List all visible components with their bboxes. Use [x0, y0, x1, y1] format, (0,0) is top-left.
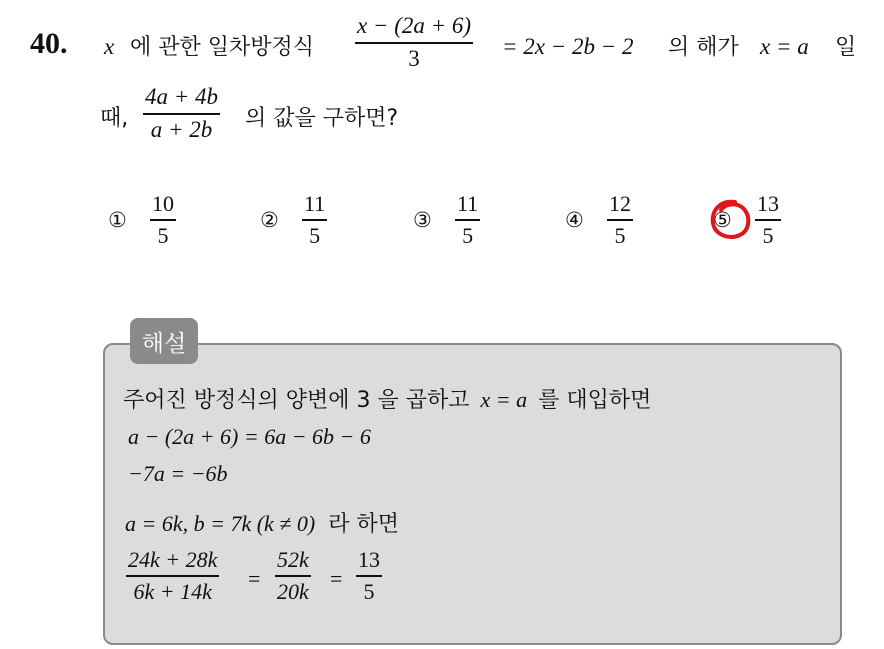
- solution-fraction-1: [126, 548, 219, 603]
- fraction-bar: [275, 575, 311, 577]
- solution-fraction-3: [356, 548, 382, 603]
- solution-line-1-eq: x = a: [480, 387, 528, 412]
- choice-1-numerator: 10: [152, 191, 174, 216]
- solution-fraction-1-den: 6k + 14k: [133, 578, 212, 604]
- solution-line-1-text: 주어진 방정식의 양변에 3 을 곱하고: [123, 388, 470, 413]
- solution-line-4-tail: 라 하면: [328, 512, 399, 537]
- question-text-4: 때,: [100, 106, 129, 131]
- solution-line-1: [123, 383, 651, 414]
- fraction-bar: [455, 219, 480, 221]
- fraction-bar: [355, 42, 473, 44]
- equation-numerator: x − (2a + 6): [357, 13, 472, 38]
- choice-3-fraction[interactable]: [455, 192, 480, 247]
- question-text-2: 의 해가: [668, 35, 739, 60]
- solution-fraction-2-den: 20k: [277, 578, 309, 604]
- choice-5-numerator: 13: [757, 191, 779, 216]
- choice-2-marker[interactable]: ②: [260, 208, 279, 232]
- choice-1-marker[interactable]: ①: [108, 208, 127, 232]
- solution-tag: 해설: [130, 318, 198, 364]
- solution-line-4: [125, 507, 399, 538]
- solution-fraction-3-num: 13: [358, 547, 380, 572]
- choice-4-fraction[interactable]: [607, 192, 633, 247]
- choice-5-denominator: 5: [762, 222, 774, 248]
- fraction-bar: [150, 219, 176, 221]
- fraction-bar: [607, 219, 633, 221]
- choice-4-denominator: 5: [614, 222, 626, 248]
- fraction-bar: [302, 219, 327, 221]
- fraction-bar: [755, 219, 781, 221]
- choice-2-numerator: 11: [304, 191, 326, 216]
- choice-4-numerator: 12: [609, 191, 631, 216]
- solution-fraction-2-num: 52k: [277, 547, 309, 572]
- target-denominator: a + 2b: [150, 116, 213, 142]
- var-x: x: [104, 34, 115, 59]
- question-text-5: 의 값을 구하면?: [245, 106, 399, 131]
- choice-3-numerator: 11: [457, 191, 479, 216]
- fraction-bar: [126, 575, 219, 577]
- solution-line-2: a − (2a + 6) = 6a − 6b − 6: [128, 424, 371, 449]
- question-text-3: 일: [835, 35, 857, 60]
- answer-circle-mark: [705, 194, 757, 246]
- equals-sign-2: =: [330, 566, 343, 591]
- target-numerator: 4a + 4b: [145, 84, 219, 109]
- solution-line-4-eq: a = 6k, b = 7k (k ≠ 0): [125, 511, 316, 536]
- equation-rhs: = 2x − 2b − 2: [502, 34, 634, 59]
- solution-fraction-2: [275, 548, 311, 603]
- solution-x-eq-a: x = a: [760, 34, 809, 59]
- question-text-1: 에 관한 일차방정식: [130, 35, 315, 60]
- choice-2-denominator: 5: [309, 222, 321, 248]
- equation-denominator: 3: [408, 45, 420, 71]
- solution-fraction-3-den: 5: [363, 578, 375, 604]
- choice-5-fraction[interactable]: [755, 192, 781, 247]
- solution-line-3: −7a = −6b: [128, 461, 228, 486]
- choice-3-marker[interactable]: ③: [413, 208, 432, 232]
- fraction-bar: [143, 113, 220, 115]
- equation-fraction: [355, 14, 473, 71]
- choice-1-fraction[interactable]: [150, 192, 176, 247]
- fraction-bar: [356, 575, 382, 577]
- choice-4-marker[interactable]: ④: [565, 208, 584, 232]
- choice-5-marker[interactable]: ⑤: [713, 208, 732, 232]
- question-number: 40.: [30, 27, 68, 60]
- choice-2-fraction[interactable]: [302, 192, 327, 247]
- choice-1-denominator: 5: [157, 222, 169, 248]
- solution-fraction-1-num: 24k + 28k: [128, 547, 218, 572]
- equals-sign-1: =: [248, 566, 261, 591]
- solution-line-1-tail: 를 대입하면: [538, 388, 652, 413]
- choice-3-denominator: 5: [462, 222, 474, 248]
- target-expression: [143, 85, 220, 142]
